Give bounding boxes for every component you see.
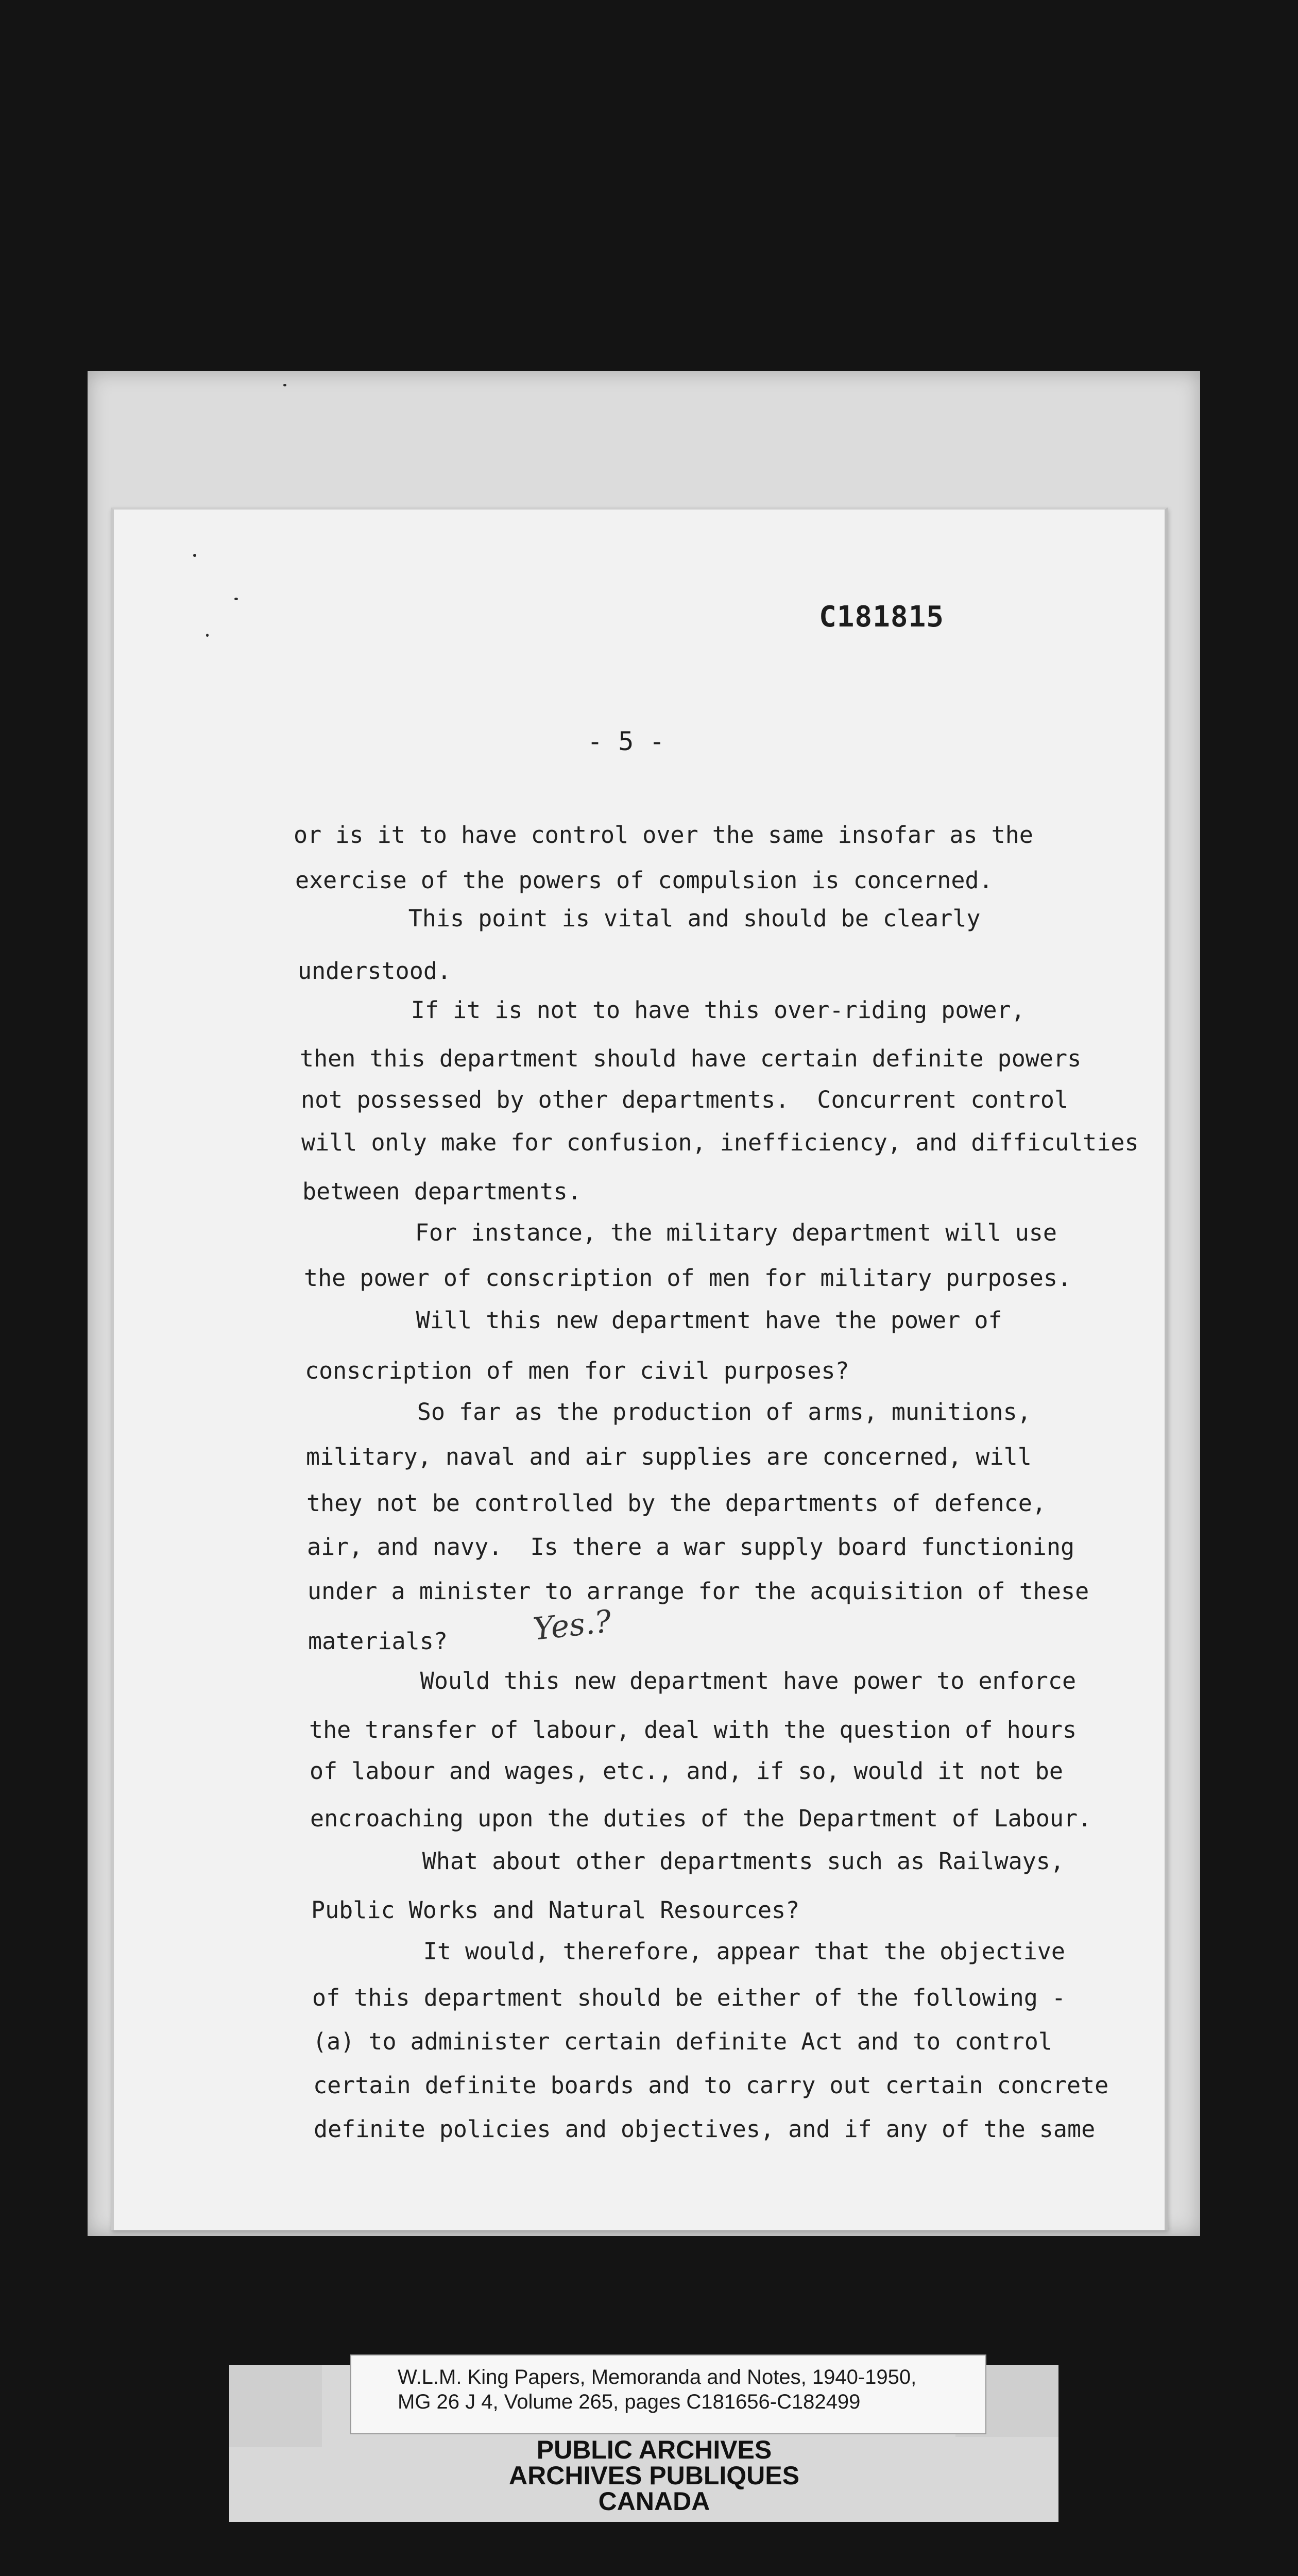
text-line: For instance, the military department will use: [303, 1219, 1057, 1246]
citation-line: MG 26 J 4, Volume 265, pages C181656-C182499: [398, 2391, 861, 2413]
citation-line: W.L.M. King Papers, Memoranda and Notes, 1940-1950,: [398, 2366, 917, 2388]
text-line: the power of conscription of men for military purposes.: [304, 1264, 1072, 1292]
archives-line: PUBLIC ARCHIVES: [536, 2435, 772, 2464]
archives-line: CANADA: [598, 2487, 710, 2516]
text-line: definite policies and objectives, and if any of the same: [314, 2115, 1096, 2143]
text-line: encroaching upon the duties of the Department of Labour.: [310, 1805, 1092, 1832]
text-line: will only make for confusion, inefficiency, and difficulties: [301, 1129, 1139, 1156]
text-line: between departments.: [302, 1178, 582, 1205]
text-line: exercise of the powers of compulsion is concerned.: [295, 867, 993, 894]
speck: [193, 554, 196, 557]
text-line: understood.: [298, 957, 452, 985]
text-line: military, naval and air supplies are concerned, will: [306, 1443, 1032, 1470]
text-line: then this department should have certain definite powers: [300, 1045, 1082, 1072]
text-line: of this department should be either of the following -: [312, 1984, 1066, 2011]
handwritten-note: Yes.?: [531, 1603, 613, 1648]
text-line: Public Works and Natural Resources?: [311, 1896, 800, 1924]
text-line: (a) to administer certain definite Act and to control: [313, 2028, 1052, 2055]
text-line: air, and navy. Is there a war supply board functioning: [307, 1533, 1075, 1561]
archive-citation: [350, 2354, 986, 2434]
speck: [206, 634, 209, 637]
document-id: C181815: [819, 600, 945, 634]
archives-line: ARCHIVES PUBLIQUES: [509, 2461, 799, 2490]
page-number: - 5 -: [587, 726, 665, 756]
text-line: of labour and wages, etc., and, if so, would it not be: [310, 1757, 1063, 1785]
archives-stamp: [317, 2437, 992, 2524]
text-line: they not be controlled by the departments of defence,: [306, 1489, 1046, 1517]
label-tab: [229, 2365, 322, 2447]
text-line: This point is vital and should be clearly: [297, 905, 981, 932]
text-line: Will this new department have the power of: [304, 1307, 1002, 1334]
text-line: conscription of men for civil purposes?: [305, 1357, 849, 1384]
text-line: So far as the production of arms, munitions,: [305, 1398, 1031, 1426]
text-line: Would this new department have power to enforce: [309, 1667, 1077, 1694]
text-line: or is it to have control over the same insofar as the: [294, 821, 1033, 849]
text-line: materials?: [308, 1628, 448, 1655]
text-line: It would, therefore, appear that the objective: [312, 1938, 1065, 1965]
speck: [234, 598, 238, 600]
text-line: the transfer of labour, deal with the question of hours: [309, 1716, 1077, 1743]
text-line: under a minister to arrange for the acquisition of these: [308, 1578, 1089, 1605]
speck: [283, 384, 286, 386]
text-line: What about other departments such as Railways,: [311, 1848, 1064, 1875]
text-line: not possessed by other departments. Concurrent control: [301, 1086, 1069, 1113]
text-line: certain definite boards and to carry out certain concrete: [313, 2072, 1109, 2099]
text-line: If it is not to have this over-riding power,: [299, 996, 1025, 1024]
